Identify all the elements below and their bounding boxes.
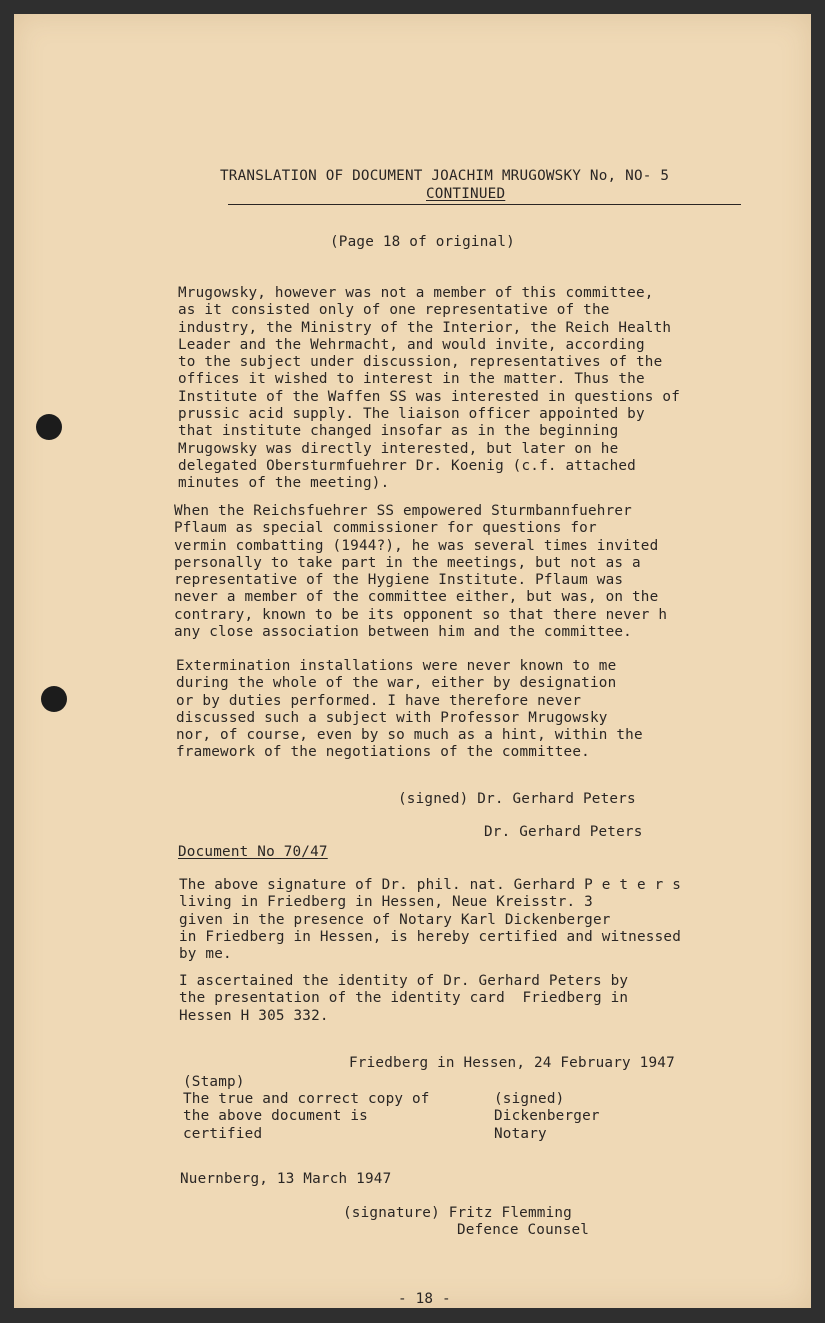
place-date: Friedberg in Hessen, 24 February 1947 (349, 1055, 675, 1071)
title-underline (228, 204, 741, 205)
paragraph-certification: The above signature of Dr. phil. nat. Gerhard P e t e r s living in Friedberg in Hessen, Neue Kreisstr. 3 given in the presence of Notary Karl Dickenberger in Friedberg in Hessen, is hereby certified and witnessed by me. (179, 877, 682, 963)
paragraph-pflaum: When the Reichsfuehrer SS empowered Sturmbannfuehrer Pflaum as special commissioner for questions for vermin combatting (1944?), he was several times invited personally to take part in the meetings, but not as a representative of the Hygiene Institute. Pflaum was never a member of the committee either, but was, on the contrary, known to be its opponent so that there never h any close association between him and the committee. (174, 503, 668, 641)
paragraph-identity: I ascertained the identity of Dr. Gerhard Peters by the presentation of the identity card Friedberg in Hessen H 305 332. (179, 973, 629, 1024)
continued-label: CONTINUED (426, 186, 506, 202)
punch-hole-bottom (41, 686, 67, 712)
paragraph-extermination: Extermination installations were never known to me during the whole of the war, either by designation or by duties performed. I have therefore never discussed such a subject with Professor Mrugowsky nor, of course, even by so much as a hint, within the framework of the negotiations of the committee. (176, 658, 643, 761)
notary-signature: (signed) Dickenberger Notary (494, 1091, 600, 1142)
counsel-title: Defence Counsel (457, 1222, 590, 1238)
copy-certification: The true and correct copy of the above document is certified (183, 1091, 430, 1142)
stamp-label: (Stamp) (183, 1074, 245, 1090)
page-number: - 18 - (398, 1291, 451, 1307)
document-number: Document No 70/47 (178, 844, 328, 860)
paragraph-committee: Mrugowsky, however was not a member of this committee, as it consisted only of one representative of the industry, the Ministry of the Interior, the Reich Health Leader and the Wehrmacht, and would invite, according to the subject under discussion, representatives of the offices it wished to interest in the matter. Thus the Institute of the Waffen SS was interested in questions of prussic acid supply. The liaison officer appointed by that institute changed insofar as in the beginning Mrugowsky was directly interested, but later on he delegated Obersturmfuehrer Dr. Koenig (c.f. attached minutes of the meeting). (178, 285, 681, 492)
punch-hole-top (36, 414, 62, 440)
document-title: TRANSLATION OF DOCUMENT JOACHIM MRUGOWSKY No, NO- 5 (220, 168, 670, 184)
typed-name: Dr. Gerhard Peters (484, 824, 643, 840)
signed-line: (signed) Dr. Gerhard Peters (398, 791, 636, 807)
page-reference: (Page 18 of original) (330, 234, 515, 250)
nuernberg-date: Nuernberg, 13 March 1947 (180, 1171, 392, 1187)
counsel-signature: (signature) Fritz Flemming (343, 1205, 572, 1221)
document-page (14, 14, 811, 1308)
